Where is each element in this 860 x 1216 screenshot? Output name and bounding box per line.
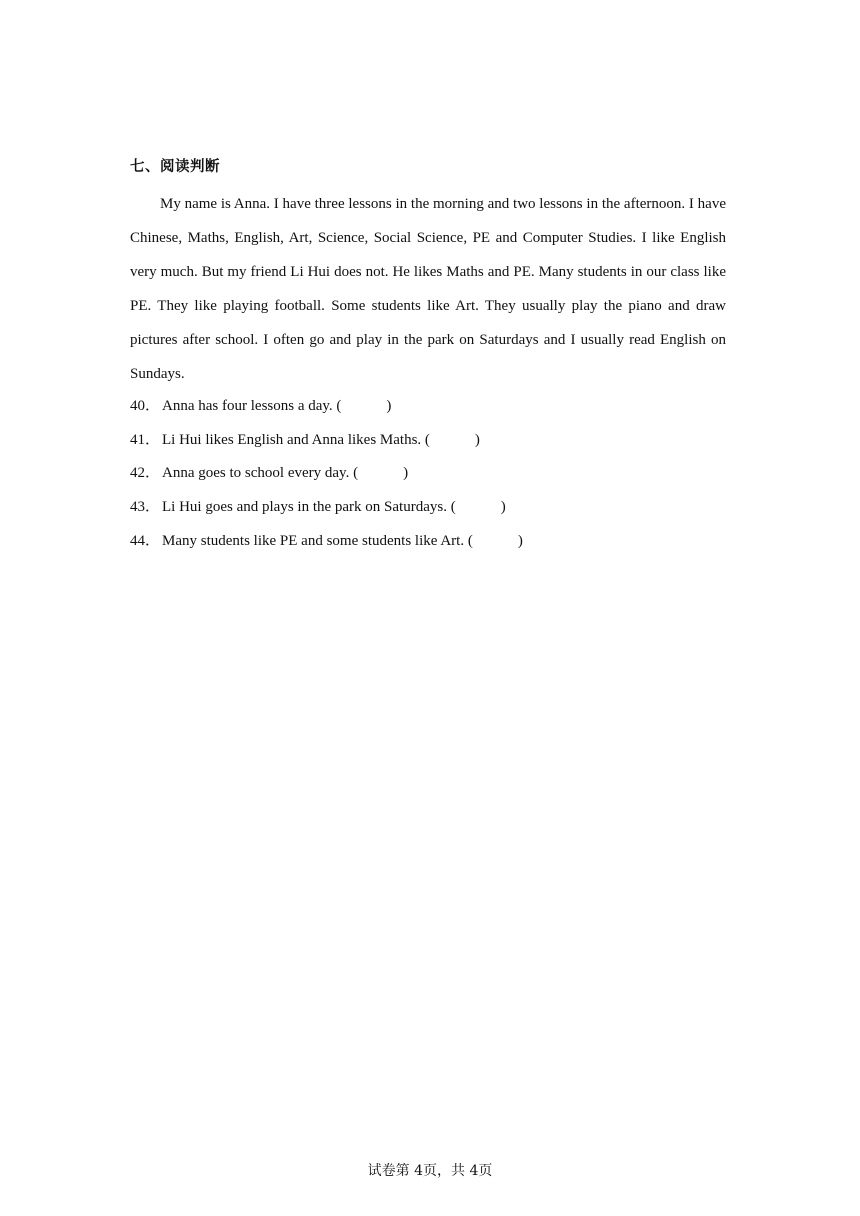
question-number: 42 <box>130 465 145 482</box>
answer-blank[interactable]: ( ) <box>353 465 409 482</box>
question-text: Many students like PE and some students like Art. <box>162 532 465 549</box>
reading-passage: My name is Anna. I have three lessons in the morning and two lessons in the afternoon. I have Chinese, Maths, English, Art, Science, Social Science, PE and Computer Studies. I like English very much. But my friend Li Hui does not. He likes Maths and PE. Many students in our class like PE. They like playing football. Some students like Art. They usually play the piano and draw pictures after school. I often go and play in the park on Saturdays and I usually read English on Sundays. <box>130 196 726 382</box>
question-item <box>130 491 730 525</box>
question-item <box>130 424 730 458</box>
question-number: 43 <box>130 499 145 516</box>
question-text: Anna has four lessons a day. <box>162 398 333 414</box>
question-separator: ． <box>145 431 161 448</box>
question-separator: ． <box>145 398 161 414</box>
question-item <box>130 457 730 491</box>
question-separator: ． <box>145 465 161 482</box>
question-number: 40 <box>130 398 145 414</box>
question-text: Anna goes to school every day. <box>162 465 350 482</box>
question-number: 44 <box>130 532 145 549</box>
section-title: 七、阅读判断 <box>130 159 220 175</box>
question-separator: ． <box>145 532 161 549</box>
answer-blank[interactable]: ( ) <box>424 431 480 448</box>
answer-blank[interactable]: ( ) <box>450 499 506 516</box>
answer-blank[interactable]: ( ) <box>467 532 523 549</box>
answer-blank[interactable]: ( ) <box>336 398 392 414</box>
question-separator: ． <box>145 499 161 516</box>
question-item <box>130 525 730 559</box>
page-footer: 试卷第 4页，共 4页 <box>367 1163 493 1179</box>
question-text: Li Hui likes English and Anna likes Maths. <box>162 431 422 448</box>
question-text: Li Hui goes and plays in the park on Saturdays. <box>162 499 447 516</box>
question-item <box>130 390 730 424</box>
question-list <box>130 390 730 558</box>
question-number: 41 <box>130 431 145 448</box>
